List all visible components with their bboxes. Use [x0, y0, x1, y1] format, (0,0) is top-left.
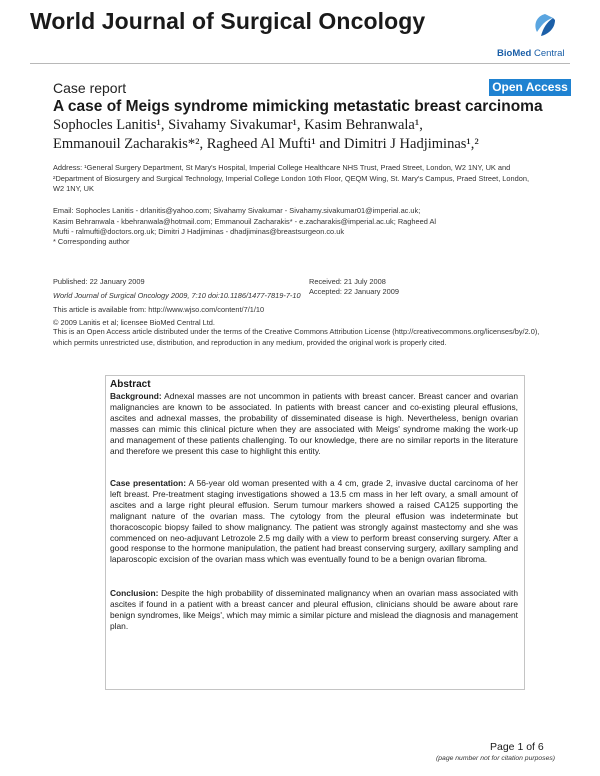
biomed-leaf-icon — [497, 10, 567, 42]
license-line[interactable]: This is an Open Access article distributed under the terms of the Creative Commons Attribution License (http://creativecommons.org/licenses/by/2.0), — [53, 327, 540, 336]
authors-line: Sophocles Lanitis¹, Sivahamy Sivakumar¹, Kasim Behranwala¹, — [53, 117, 423, 133]
article-type: Case report — [53, 80, 127, 96]
journal-title: World Journal of Surgical Oncology — [30, 8, 426, 34]
article-title: A case of Meigs syndrome mimicking metastatic breast carcinoma — [53, 98, 543, 115]
authors-line: Emmanouil Zacharakis*², Ragheed Al Mufti¹ and Dimitri J Hadjiminas¹,² — [53, 136, 479, 152]
article-url[interactable]: This article is available from: http://www.wjso.com/content/7/1/10 — [53, 305, 265, 314]
biomed-central-logo — [497, 10, 567, 59]
accepted-date: Accepted: 22 January 2009 — [309, 287, 399, 296]
header-divider — [30, 63, 570, 64]
abstract-background: Background: Adnexal masses are not uncommon in patients with breast cancer. Breast cancer and ovarian malignancies are known to be associated. In patients with breast cancer and co-existing pleural effusions, ascites and adnexal masses, the probability of disseminated disease is high. Nevertheless, benign ovarian masses can mimic this clinical picture when they are associated with Meigs' syndrome making the work-up and management of these patients challenging. To our knowledge, there are no similar reports in the literature and therefore we present this case to highlight this entity. — [110, 391, 518, 456]
citation: World Journal of Surgical Oncology 2009, 7:10 doi:10.1186/1477-7819-7-10 — [53, 291, 301, 300]
affiliation-address: Address: ¹General Surgery Department, St Mary's Hospital, Imperial College Healthcare NHS Trust, Praed Street, London, W2 1NY, UK and ²Department of Biosurgery and Surgical Technology, Imperial College London 10th Floor, QEQM Wing, St. Mary's Campus, Praed Street, London, W2 1NY, UK — [53, 163, 530, 194]
corresponding-author-note: * Corresponding author — [53, 237, 130, 246]
received-date: Received: 21 July 2008 — [309, 277, 386, 286]
published-date: Published: 22 January 2009 — [53, 277, 145, 286]
page-number-note: (page number not for citation purposes) — [436, 755, 556, 762]
author-emails: Email: Sophocles Lanitis - drlanitis@yahoo.com; Sivahamy Sivakumar - Sivahamy.sivakumar01@imperial.ac.uk; Kasim Behranwala - kbehranwala@hotmail.com; Emmanouil Zacharakis* - e.zacharakis@imperial.ac.uk; Ragheed Al Mufti - ralmufti@doctors.org.uk; Dimitri J Hadjiminas - dhadjiminas@breastsurgeon.co.uk — [53, 206, 437, 237]
license-line: which permits unrestricted use, distribution, and reproduction in any medium, provided the original work is properly cited. — [53, 337, 447, 347]
abstract-case-presentation: Case presentation: A 56-year old woman presented with a 4 cm, grade 2, invasive ductal carcinoma of her left breast. Pre-treatment staging investigations showed a 13.5 cm mass in her left ovary, a small amount of ascites and a large right pleural effusion. Serum tumour markers showed a raised CA125 supporting the malignant nature of the ovarian mass. The cytology from the pleural effusion was indeterminate but thoracoscopic biopsy failed to show malignancy. The patient was strongly against mastectomy and she was commenced on neo-adjuvant Letrozole 2.5 mg daily with a view to perform breast conserving surgery. After a good response to the hormone manipulation, the patient had breast conserving surgery, axillary sampling and laparoscopic excision of the ovarian mass which was eventually found to be a benign ovarian fibroma. — [110, 478, 518, 565]
abstract-heading: Abstract — [110, 379, 151, 390]
license-statement — [53, 327, 539, 348]
copyright-line: © 2009 Lanitis et al; licensee BioMed Central Ltd. — [53, 318, 215, 327]
page-number: Page 1 of 6 — [490, 741, 544, 753]
abstract-conclusion: Conclusion: Despite the high probability of disseminated malignancy when an ovarian mass associated with ascites if found in a patient with a breast cancer and pleural effusion, clinicians should be aware about rare benign syndromes, like Meigs', which may mimic a similar picture and mislead the diagnosis and management plan. — [110, 588, 518, 631]
biomed-wordmark: BioMed Central — [497, 48, 565, 59]
open-access-badge: Open Access — [489, 79, 571, 96]
